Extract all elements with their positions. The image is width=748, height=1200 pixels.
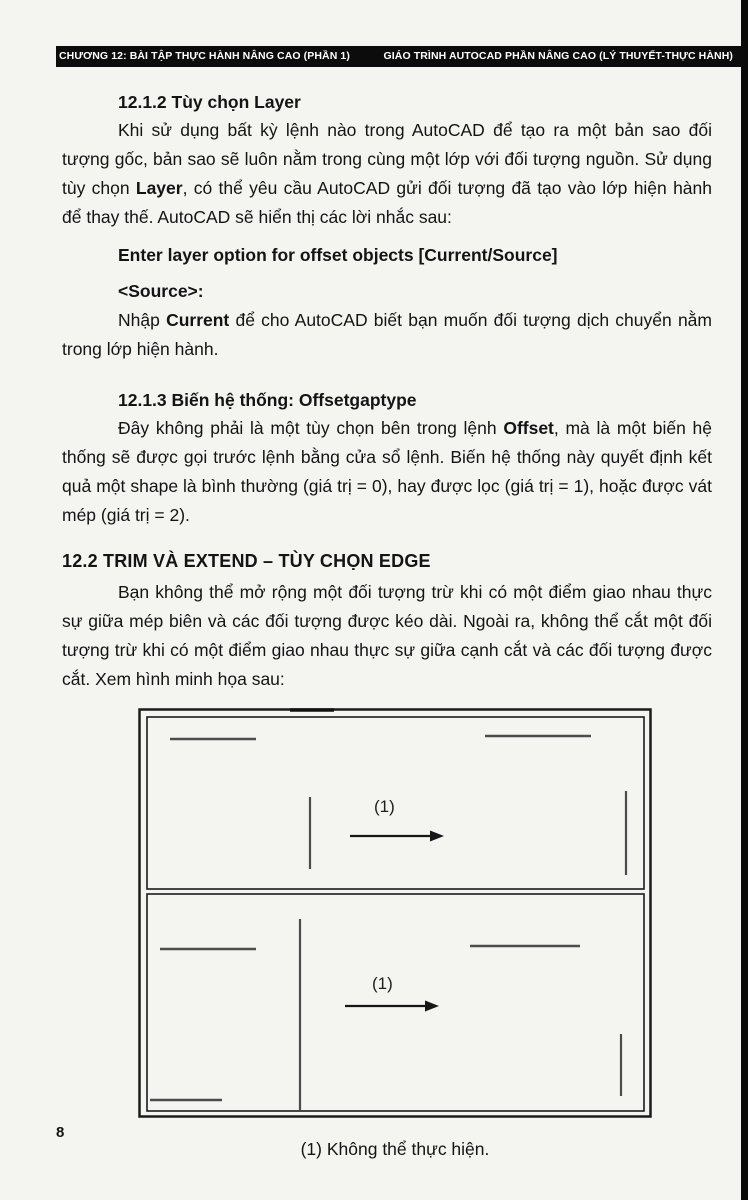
bold-term-current: Current <box>166 310 230 330</box>
page-header-bar <box>56 46 741 67</box>
paragraph-current-option-text-b: để cho AutoCAD biết bạn muốn đối tượng dịch chuyển nằm trong lớp hiện hành. <box>62 310 712 359</box>
figure-bottom-panel-frame <box>147 894 644 1111</box>
paragraph-layer-option <box>62 116 712 232</box>
paragraph-offsetgaptype-text-b: , mà là một biến hệ thống sẽ được gọi trước lệnh bằng cửa sổ lệnh. Biến hệ thống này quyết định kết quả một shape là bình thường (giá trị = 0), hay được lọc (giá trị = 1), hoặc được vát mép (giá trị = 2). <box>62 418 712 525</box>
figure-caption: (1) Không thể thực hiện. <box>300 1139 490 1159</box>
paragraph-trim-extend: Bạn không thể mở rộng một đối tượng trừ khi có một điểm giao nhau thực sự giữa mép biên và các đối tượng được kéo dài. Ngoài ra, không thể cắt một đối tượng trừ khi có một điểm giao nhau thực sự giữa cạnh cắt và các đối tượng được cắt. Xem hình minh họa sau: <box>62 582 712 689</box>
figure-canvas <box>138 708 652 1118</box>
figure-trim-extend <box>138 708 652 1127</box>
figure-label-1-top: (1) <box>374 797 395 816</box>
bold-term-layer: Layer <box>135 178 183 198</box>
paragraph-layer-option-text-a: Khi sử dụng bất kỳ lệnh nào trong AutoCAD để tạo ra một bản sao đối tượng gốc, bản sao sẽ luôn nằm trong cùng một lớp với đối tượng nguồn. Sử dụng tùy chọn <box>62 120 712 198</box>
paragraph-current-option <box>62 306 712 364</box>
bottom-panel-arrow-head <box>425 1001 439 1012</box>
header-book-title: GIÁO TRÌNH AUTOCAD PHẦN NÂNG CAO (LÝ THUYẾT-THỰC HÀNH) <box>383 49 733 62</box>
section-heading-12-2: 12.2 TRIM VÀ EXTEND – TÙY CHỌN EDGE <box>62 551 431 571</box>
paragraph-offsetgaptype <box>62 414 712 530</box>
section-heading-12-1-3: 12.1.3 Biến hệ thống: Offsetgaptype <box>118 390 417 410</box>
paragraph-current-option-text-a: Nhập <box>118 310 167 330</box>
scan-edge-strip <box>741 0 748 1200</box>
command-prompt-line-1: Enter layer option for offset objects [Current/Source] <box>118 245 558 265</box>
figure-label-1-bottom: (1) <box>372 974 393 993</box>
page-number: 8 <box>56 1124 65 1141</box>
paragraph-layer-option-text-b: , có thể yêu cầu AutoCAD gửi đối tượng đã tạo vào lớp hiện hành để thay thế. AutoCAD sẽ hiển thị các lời nhắc sau: <box>62 178 712 227</box>
figure-outer-frame <box>140 710 651 1117</box>
header-chapter-title: CHƯƠNG 12: BÀI TẬP THỰC HÀNH NÂNG CAO (PHẦN 1) <box>59 49 350 62</box>
page-body <box>62 66 712 1161</box>
paragraph-offsetgaptype-text-a: Đây không phải là một tùy chọn bên trong lệnh <box>118 418 504 438</box>
bold-term-offset: Offset <box>503 418 554 438</box>
command-prompt-line-2: <Source>: <box>118 281 204 301</box>
figure-top-panel-frame <box>147 717 644 889</box>
section-heading-12-1-2: 12.1.2 Tùy chọn Layer <box>118 92 301 112</box>
top-panel-arrow-head <box>430 831 444 842</box>
